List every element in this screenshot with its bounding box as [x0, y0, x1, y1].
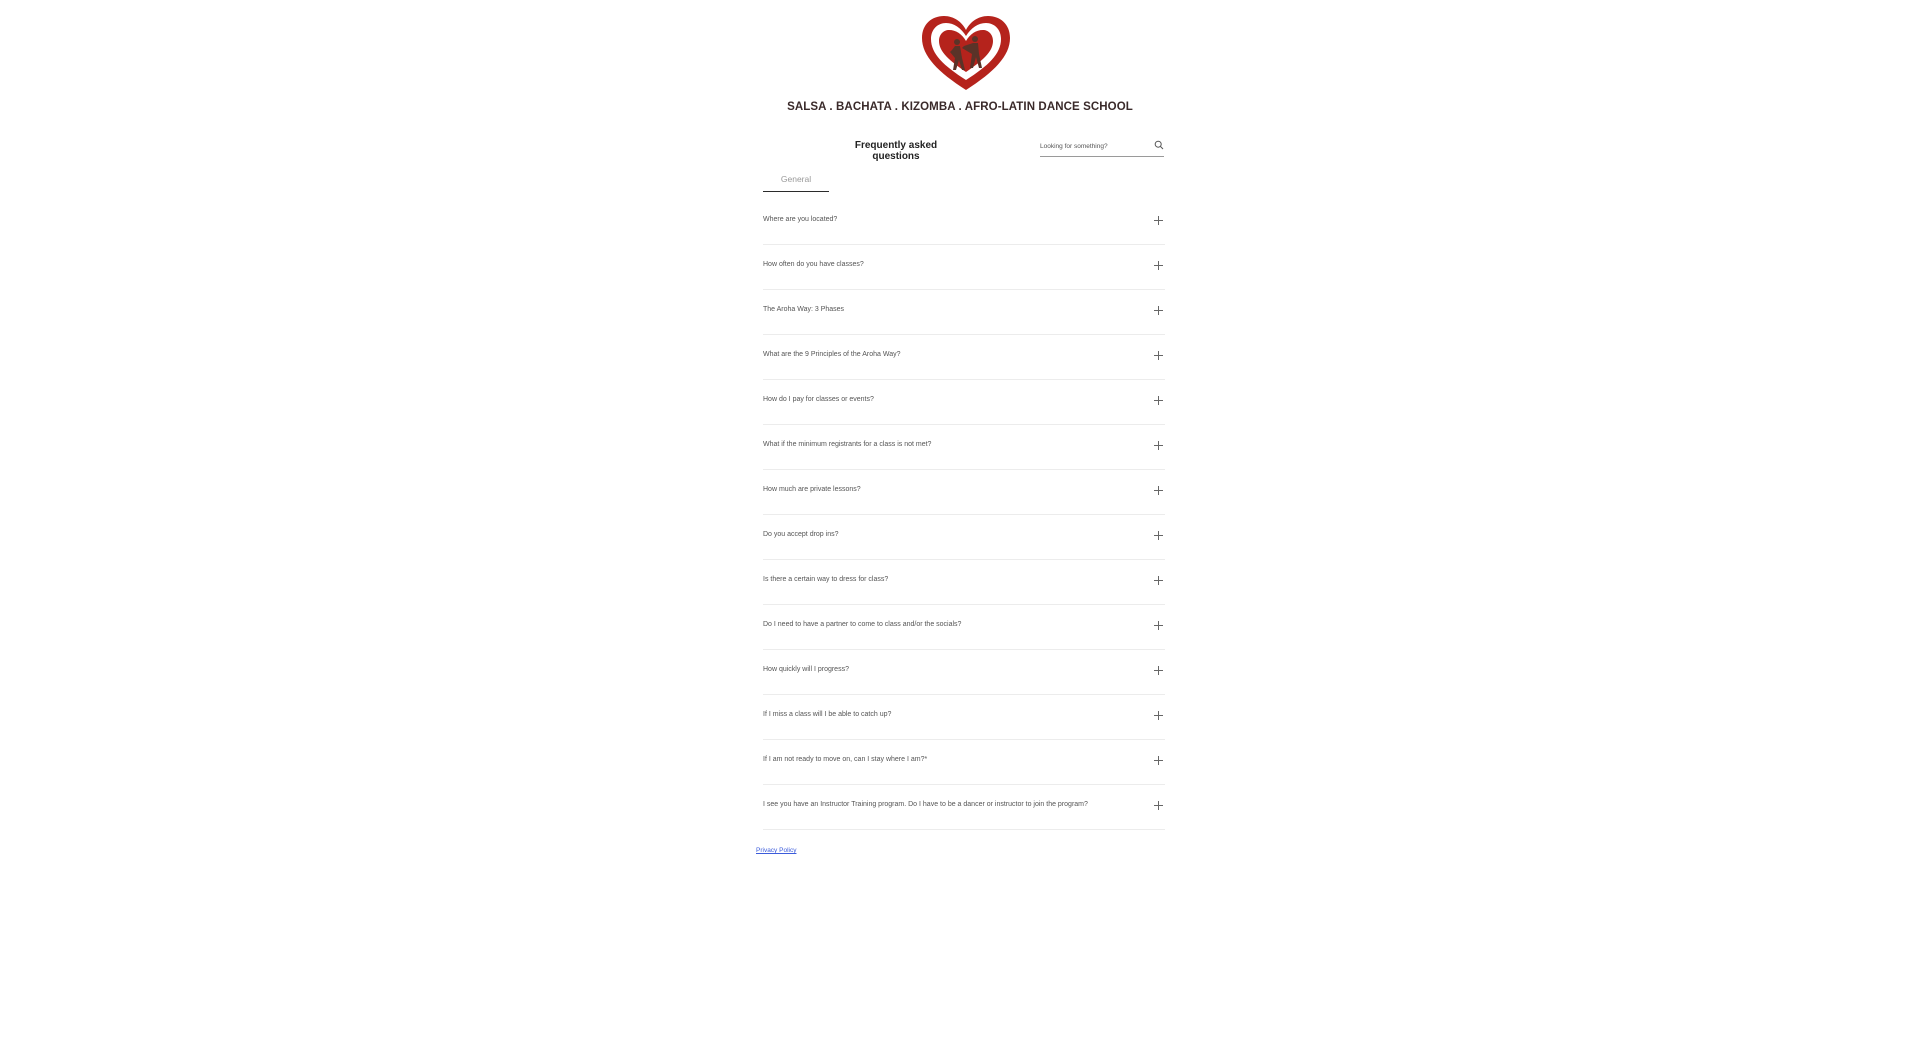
faq-question: Do I need to have a partner to come to class and/or the socials? [763, 621, 962, 628]
search-input[interactable] [1040, 139, 1148, 153]
heart-dancers-logo [918, 12, 1014, 94]
faq-question: Where are you located? [763, 216, 838, 223]
faq-question: Do you accept drop ins? [763, 531, 839, 538]
search-icon[interactable] [1154, 140, 1164, 150]
faq-item-progress[interactable] [763, 650, 1165, 695]
plus-icon[interactable] [1154, 441, 1163, 450]
tab-general[interactable]: General [763, 172, 829, 192]
faq-item-dress-code[interactable] [763, 560, 1165, 605]
faq-list [763, 200, 1165, 830]
plus-icon[interactable] [1154, 576, 1163, 585]
plus-icon[interactable] [1154, 261, 1163, 270]
faq-question: Is there a certain way to dress for class? [763, 576, 889, 583]
plus-icon[interactable] [1154, 801, 1163, 810]
faq-item-aroha-phases[interactable] [763, 290, 1165, 335]
plus-icon[interactable] [1154, 486, 1163, 495]
faq-item-private-lessons[interactable] [763, 470, 1165, 515]
plus-icon[interactable] [1154, 666, 1163, 675]
plus-icon[interactable] [1154, 621, 1163, 630]
faq-question: How do I pay for classes or events? [763, 396, 874, 403]
faq-question: I see you have an Instructor Training program. Do I have to be a dancer or instructor to join the program? [763, 801, 1088, 808]
faq-search [1040, 138, 1164, 157]
plus-icon[interactable] [1154, 351, 1163, 360]
faq-item-class-frequency[interactable] [763, 245, 1165, 290]
faq-question: The Aroha Way: 3 Phases [763, 306, 845, 313]
faq-question: How quickly will I progress? [763, 666, 849, 673]
faq-item-partner[interactable] [763, 605, 1165, 650]
plus-icon[interactable] [1154, 216, 1163, 225]
privacy-policy-link[interactable]: Privacy Policy [756, 847, 797, 854]
faq-title: Frequently asked questions [854, 140, 938, 162]
faq-item-stay-level[interactable] [763, 740, 1165, 785]
plus-icon[interactable] [1154, 711, 1163, 720]
faq-item-aroha-principles[interactable] [763, 335, 1165, 380]
faq-item-instructor-training[interactable] [763, 785, 1165, 830]
plus-icon[interactable] [1154, 306, 1163, 315]
faq-question: What are the 9 Principles of the Aroha Way? [763, 351, 901, 358]
faq-item-location[interactable] [763, 200, 1165, 245]
plus-icon[interactable] [1154, 396, 1163, 405]
plus-icon[interactable] [1154, 756, 1163, 765]
faq-question: What if the minimum registrants for a class is not met? [763, 441, 932, 448]
plus-icon[interactable] [1154, 531, 1163, 540]
faq-question: How often do you have classes? [763, 261, 864, 268]
faq-item-catch-up[interactable] [763, 695, 1165, 740]
faq-question: If I miss a class will I be able to catch up? [763, 711, 892, 718]
faq-item-payment[interactable] [763, 380, 1165, 425]
faq-item-drop-ins[interactable] [763, 515, 1165, 560]
faq-question: If I am not ready to move on, can I stay where I am?* [763, 756, 928, 763]
faq-question: How much are private lessons? [763, 486, 861, 493]
faq-item-minimum-registrants[interactable] [763, 425, 1165, 470]
school-tagline: SALSA . BACHATA . KIZOMBA . AFRO-LATIN DANCE SCHOOL [787, 101, 1133, 113]
